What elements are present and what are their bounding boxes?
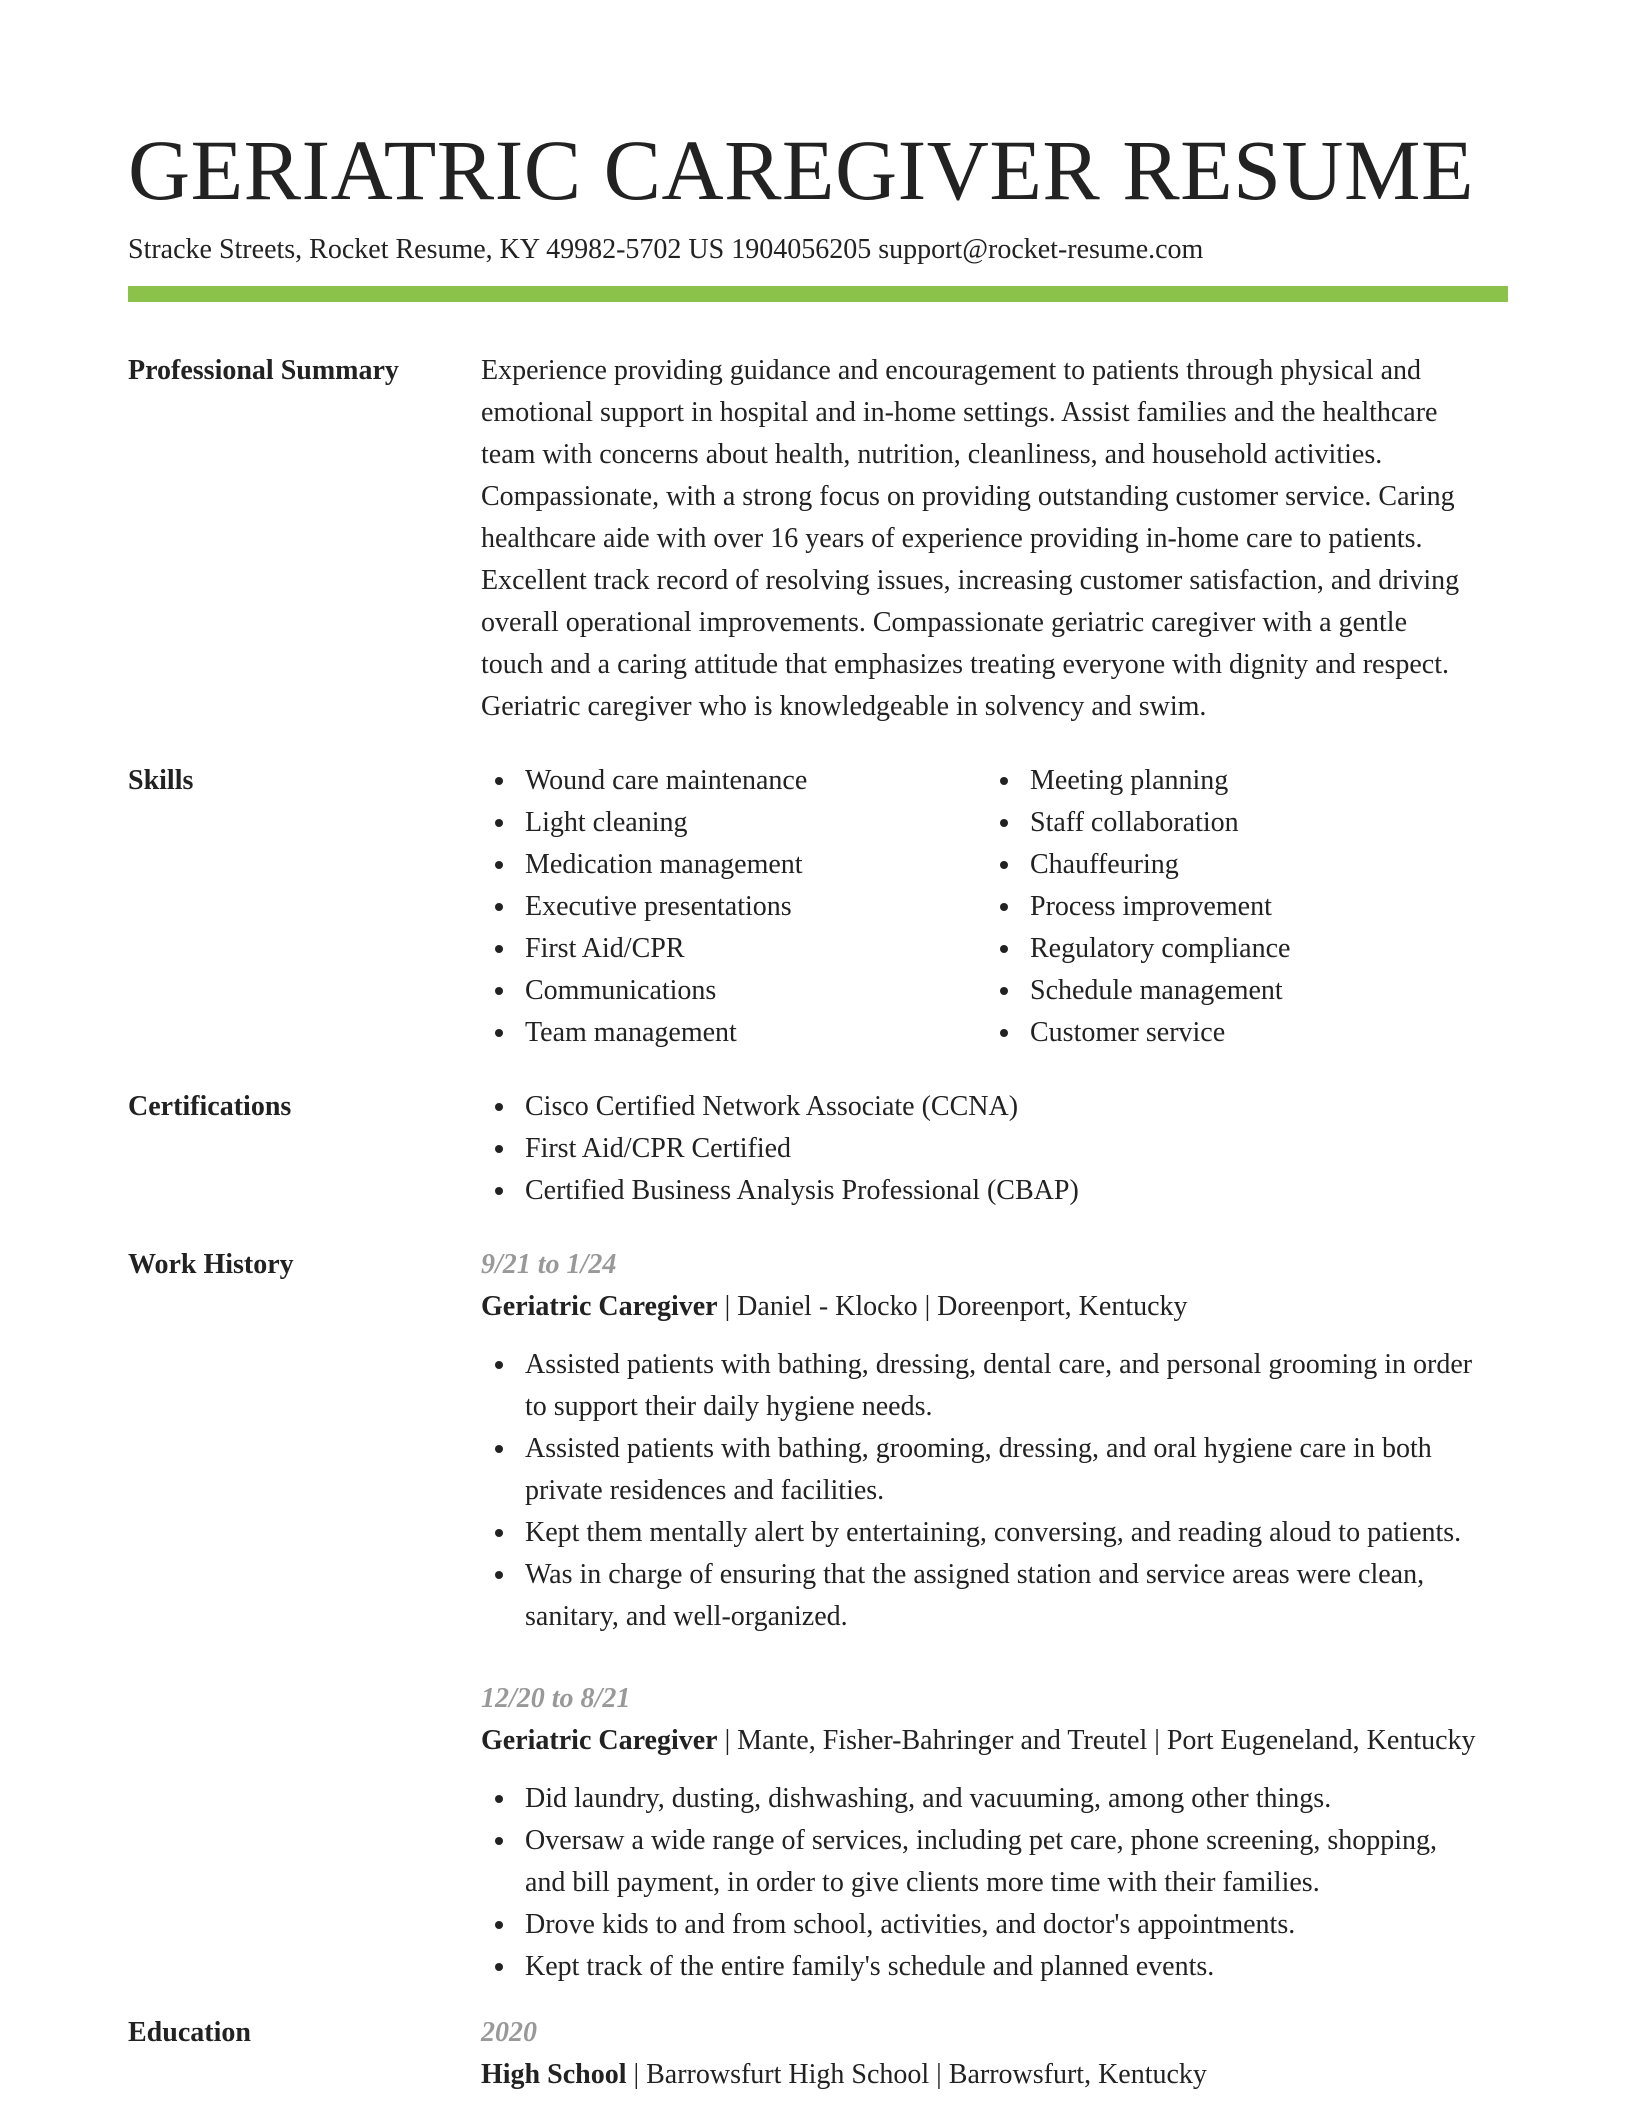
- skill-item: Light cleaning: [481, 802, 981, 844]
- skill-item: Process improvement: [986, 886, 1486, 928]
- certifications-label: Certifications: [128, 1091, 292, 1122]
- duty-line: Kept them mentally alert by entertaining, conversing, and reading aloud to patients.: [525, 1517, 1462, 1548]
- summary-line: Excellent track record of resolving issues, increasing customer satisfaction, and driving: [481, 565, 1460, 596]
- skill-item: Executive presentations: [481, 886, 981, 928]
- certifications-list: [481, 1086, 1508, 1212]
- duty-line: Oversaw a wide range of services, including pet care, phone screening, shopping,: [525, 1825, 1438, 1856]
- duty-line: Assisted patients with bathing, grooming, dressing, and oral hygiene care in both: [525, 1433, 1432, 1464]
- certification-item: Cisco Certified Network Associate (CCNA): [481, 1086, 1508, 1128]
- skills-list-right: [986, 760, 1486, 1054]
- skills-list-left: [481, 760, 981, 1054]
- skill-item: Chauffeuring: [986, 844, 1486, 886]
- education-details: | Barrowsfurt High School | Barrowsfurt, Kentucky: [626, 2059, 1207, 2090]
- job-dates: 9/21 to 1/24: [481, 1249, 617, 1280]
- job-title: Geriatric Caregiver: [481, 1725, 718, 1756]
- skill-item: Staff collaboration: [986, 802, 1486, 844]
- duty-line: Did laundry, dusting, dishwashing, and vacuuming, among other things.: [525, 1783, 1332, 1814]
- duty-item: [481, 1428, 1508, 1512]
- duty-line: Assisted patients with bathing, dressing, dental care, and personal grooming in order: [525, 1349, 1473, 1380]
- duty-line: Drove kids to and from school, activities, and doctor's appointments.: [525, 1909, 1296, 1940]
- certification-item: Certified Business Analysis Professional (CBAP): [481, 1170, 1508, 1212]
- job-heading: [481, 1286, 1508, 1328]
- skill-item: Customer service: [986, 1012, 1486, 1054]
- summary-line: Compassionate, with a strong focus on providing outstanding customer service. Caring: [481, 481, 1455, 512]
- job-duties: [481, 1778, 1508, 1988]
- education-year: 2020: [481, 2017, 537, 2048]
- education-body: [481, 2012, 1508, 2096]
- skill-item: Meeting planning: [986, 760, 1486, 802]
- skill-item: Schedule management: [986, 970, 1486, 1012]
- education-degree: High School: [481, 2059, 627, 2090]
- duty-item: [481, 1512, 1508, 1554]
- summary-label: Professional Summary: [128, 355, 399, 386]
- summary-line: team with concerns about health, nutrition, cleanliness, and household activities.: [481, 439, 1383, 470]
- work-history-body: [481, 1244, 1508, 1988]
- education-label: Education: [128, 2017, 251, 2048]
- certification-item: First Aid/CPR Certified: [481, 1128, 1508, 1170]
- summary-line: healthcare aide with over 16 years of experience providing in-home care to patients.: [481, 523, 1423, 554]
- summary-line: Experience providing guidance and encouragement to patients through physical and: [481, 355, 1422, 386]
- skill-item: Team management: [481, 1012, 981, 1054]
- job-duties: [481, 1344, 1508, 1638]
- duty-item: [481, 1946, 1508, 1988]
- skill-item: First Aid/CPR: [481, 928, 981, 970]
- skill-item: Wound care maintenance: [481, 760, 981, 802]
- job-entry: [481, 1244, 1508, 1638]
- job-heading: [481, 1720, 1508, 1762]
- skill-item: Medication management: [481, 844, 981, 886]
- job-dates: 12/20 to 8/21: [481, 1683, 631, 1714]
- duty-line: private residences and facilities.: [525, 1475, 885, 1506]
- duty-line: sanitary, and well-organized.: [525, 1601, 848, 1632]
- skill-item: Regulatory compliance: [986, 928, 1486, 970]
- job-details: | Mante, Fisher-Bahringer and Treutel | Port Eugeneland, Kentucky: [717, 1725, 1476, 1756]
- summary-line: overall operational improvements. Compassionate geriatric caregiver with a gentle: [481, 607, 1407, 638]
- education-heading: [481, 2054, 1508, 2096]
- contact-line: Stracke Streets, Rocket Resume, KY 49982-5702 US 1904056205 support@rocket-resume.com: [128, 234, 1204, 265]
- job-title: Geriatric Caregiver: [481, 1291, 718, 1322]
- skill-item: Communications: [481, 970, 981, 1012]
- accent-divider: [128, 286, 1508, 302]
- duty-item: [481, 1554, 1508, 1638]
- summary-line: touch and a caring attitude that emphasizes treating everyone with dignity and respect.: [481, 649, 1449, 680]
- skills-label: Skills: [128, 765, 194, 796]
- work-history-label: Work History: [128, 1249, 294, 1280]
- resume-title: GERIATRIC CAREGIVER RESUME: [128, 122, 1475, 218]
- duty-item: [481, 1904, 1508, 1946]
- summary-line: emotional support in hospital and in-home settings. Assist families and the healthcare: [481, 397, 1438, 428]
- duty-item: [481, 1778, 1508, 1820]
- duty-line: to support their daily hygiene needs.: [525, 1391, 933, 1422]
- duty-item: [481, 1820, 1508, 1904]
- duty-line: Kept track of the entire family's schedule and planned events.: [525, 1951, 1215, 1982]
- duty-line: and bill payment, in order to give clients more time with their families.: [525, 1867, 1320, 1898]
- summary-line: Geriatric caregiver who is knowledgeable in solvency and swim.: [481, 691, 1207, 722]
- certifications-body: [481, 1086, 1508, 1212]
- duty-item: [481, 1344, 1508, 1428]
- job-entry: [481, 1678, 1508, 1988]
- job-details: | Daniel - Klocko | Doreenport, Kentucky: [717, 1291, 1188, 1322]
- duty-line: Was in charge of ensuring that the assigned station and service areas were clean,: [525, 1559, 1425, 1590]
- summary-text: [481, 350, 1508, 728]
